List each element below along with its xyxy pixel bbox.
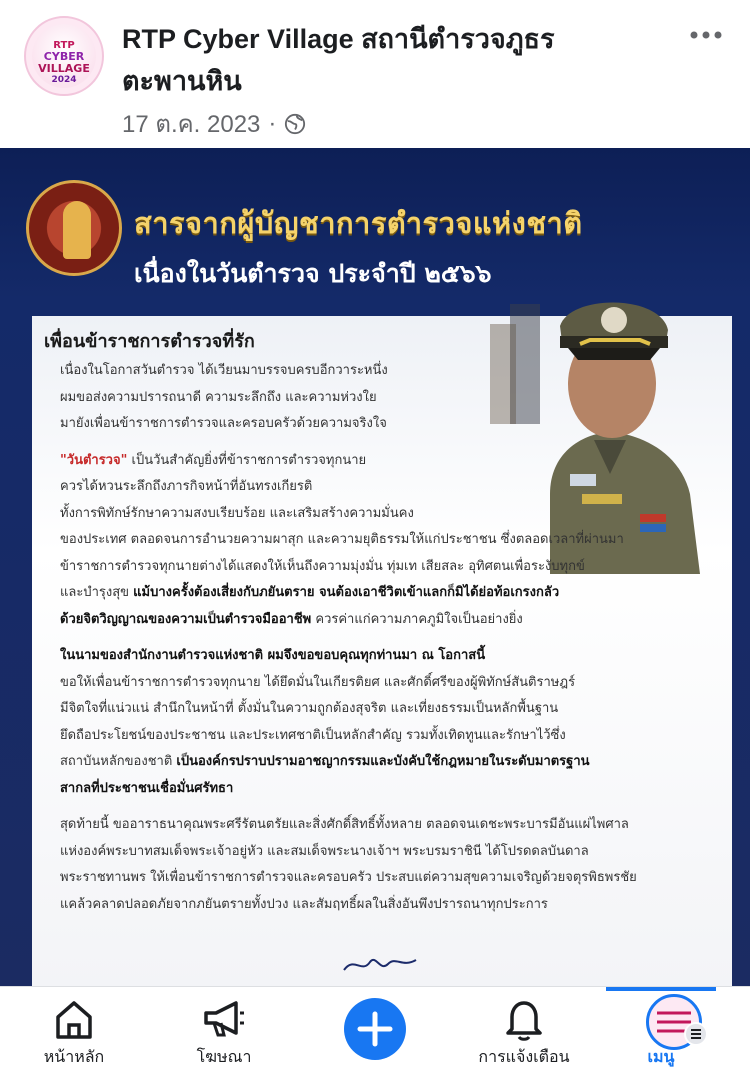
post-subtitle: เนื่องในวันตำรวจ ประจำปี ๒๕๖๖	[134, 259, 492, 288]
menu-lines-icon	[684, 1022, 708, 1046]
avatar-logo-sub: VILLAGE	[38, 62, 90, 75]
megaphone-icon	[200, 995, 248, 1043]
globe-icon	[284, 113, 306, 135]
p2-line: ควรได้หวนระลึกถึงภารกิจหน้าที่อันทรงเกียรติ	[60, 479, 313, 494]
nav-notifications-label: การแจ้งเตือน	[478, 1047, 570, 1066]
signature-icon	[340, 948, 420, 978]
nav-notifications[interactable]	[454, 987, 594, 1072]
p2-first-text: เป็นวันสำคัญยิ่งที่ข้าราชการตำรวจทุกนาย	[127, 452, 367, 468]
p2-line5-bold: แม้บางครั้งต้องเสี่ยงกับภยันตราย จนต้องเอาชีวิตเข้าแลกก็มิได้ย่อท้อเกรงกลัว	[133, 585, 560, 600]
avatar-logo	[32, 24, 96, 88]
home-icon	[50, 995, 98, 1043]
nav-home[interactable]	[4, 987, 144, 1072]
bell-icon	[500, 995, 548, 1043]
p3-lead: ในนามของสำนักงานตำรวจแห่งชาติ ผมจึงขอขอบคุณทุกท่านมา ณ โอกาสนี้	[60, 648, 486, 663]
nav-ads-label: โฆษณา	[196, 1047, 252, 1066]
p3-line4-bold: เป็นองค์กรปราบปรามอาชญากรรมและบังคับใช้กฎหมายในระดับมาตรฐาน	[176, 754, 590, 769]
page-avatar[interactable]	[24, 16, 104, 96]
p1-line: มายังเพื่อนข้าราชการตำรวจและครอบครัวด้วยความจริงใจ	[60, 416, 387, 431]
nav-home-label: หน้าหลัก	[43, 1047, 105, 1066]
page-name-link[interactable]: RTP Cyber Village สถานีตำรวจภูธรตะพานหิน	[122, 24, 555, 96]
p4-line: สุดท้ายนี้ ขออาราธนาคุณพระศรีรัตนตรัยและสิ่งศักดิ์สิทธิ์ทั้งหลาย ตลอดจนเดชะพระบารมีอันแผ่ไพศาล	[60, 817, 629, 832]
p4-line: แคล้วคลาดปลอดภัยจากภยันตรายทั้งปวง และสัมฤทธิ์ผลในสิ่งอันพึงปรารถนาทุกประการ	[60, 896, 548, 912]
post-image[interactable]	[0, 148, 750, 986]
post-header	[0, 0, 750, 148]
post-meta	[122, 104, 306, 143]
letter-body	[60, 358, 710, 918]
letter-heading: เพื่อนข้าราชการตำรวจที่รัก	[44, 331, 255, 352]
p3-line: ยึดถือประโยชน์ของประชาชน และประเทศชาติเป็นหลักสำคัญ รวมทั้งเทิดทูนและรักษาไว้ซึ่ง	[60, 727, 566, 743]
police-emblem	[26, 180, 122, 276]
p3-line4-plain: สถาบันหลักของชาติ	[60, 754, 177, 769]
meta-separator: ·	[268, 109, 277, 137]
police-day-highlight: "วันตำรวจ"	[60, 452, 128, 468]
p3-line-4	[60, 749, 710, 776]
p1-line: เนื่องในโอกาสวันตำรวจ ได้เวียนมาบรรจบครบอีกวาระหนึ่ง	[60, 363, 388, 378]
emblem-figure	[63, 201, 91, 259]
nav-ads[interactable]	[154, 987, 294, 1072]
p2-line: ข้าราชการตำรวจทุกนายต่างได้แสดงให้เห็นถึงความมุ่งมั่น ทุ่มเท เสียสละ อุทิศตนเพื่อระงับทุกข์	[60, 558, 585, 574]
nav-menu-label: เมนู	[647, 1047, 675, 1066]
create-post-button[interactable]	[344, 998, 406, 1060]
post-date[interactable]: 17 ต.ค. 2023	[122, 111, 261, 138]
more-horizontal-icon[interactable]	[686, 20, 726, 50]
post-title: สารจากผู้บัญชาการตำรวจแห่งชาติ	[134, 206, 583, 240]
avatar-logo-top: RTP	[53, 40, 75, 51]
p4-line: พระราชทานพร ให้เพื่อนข้าราชการตำรวจและครอบครัว ประสบแต่ความสุขความเจริญด้วยจตุรพิธพรชัย	[60, 870, 637, 885]
p2-line-5	[60, 580, 710, 607]
plus-icon	[344, 998, 406, 1060]
p1-line: ผมขอส่งความปรารถนาดี ความระลึกถึง และความห่วงใย	[60, 389, 377, 405]
p2-line6-plain: ควรค่าแก่ความภาคภูมิใจเป็นอย่างยิ่ง	[311, 611, 523, 627]
p2-line5-plain: และบำรุงสุข	[60, 585, 134, 600]
p2-line6-bold: ด้วยจิตวิญญาณของความเป็นตำรวจมืออาชีพ	[60, 611, 312, 627]
p2-line-6	[60, 607, 710, 634]
avatar-logo-year: 2024	[51, 75, 77, 85]
p2-line: ทั้งการพิทักษ์รักษาความสงบเรียบร้อย และเสริมสร้างความมั่นคง	[60, 505, 414, 521]
p2-line-1	[60, 448, 480, 475]
p2-line: ของประเทศ ตลอดจนการอำนวยความผาสุก และความยุติธรรมให้แก่ประชาชน ซึ่งตลอดเวลาที่ผ่านมา	[60, 532, 624, 547]
p3-line: มีจิตใจที่แน่วแน่ สำนึกในหน้าที่ ตั้งมั่นในความถูกต้องสุจริต และเที่ยงธรรมเป็นหลักพื้นฐาน	[60, 701, 559, 716]
p3-line: ขอให้เพื่อนข้าราชการตำรวจทุกนาย ได้ยึดมั่นในเกียรติยศ และศักดิ์ศรีของผู้พิทักษ์สันติราษฎร์	[60, 674, 576, 690]
avatar-logo-main: CYBER	[43, 50, 85, 63]
p3-line-5: สากลที่ประชาชนเชื่อมั่นศรัทธา	[60, 780, 234, 796]
p4-line: แห่งองค์พระบาทสมเด็จพระเจ้าอยู่หัว และสมเด็จพระนางเจ้าฯ พระบรมราชินี ได้โปรดดลบันดาล	[60, 843, 589, 859]
